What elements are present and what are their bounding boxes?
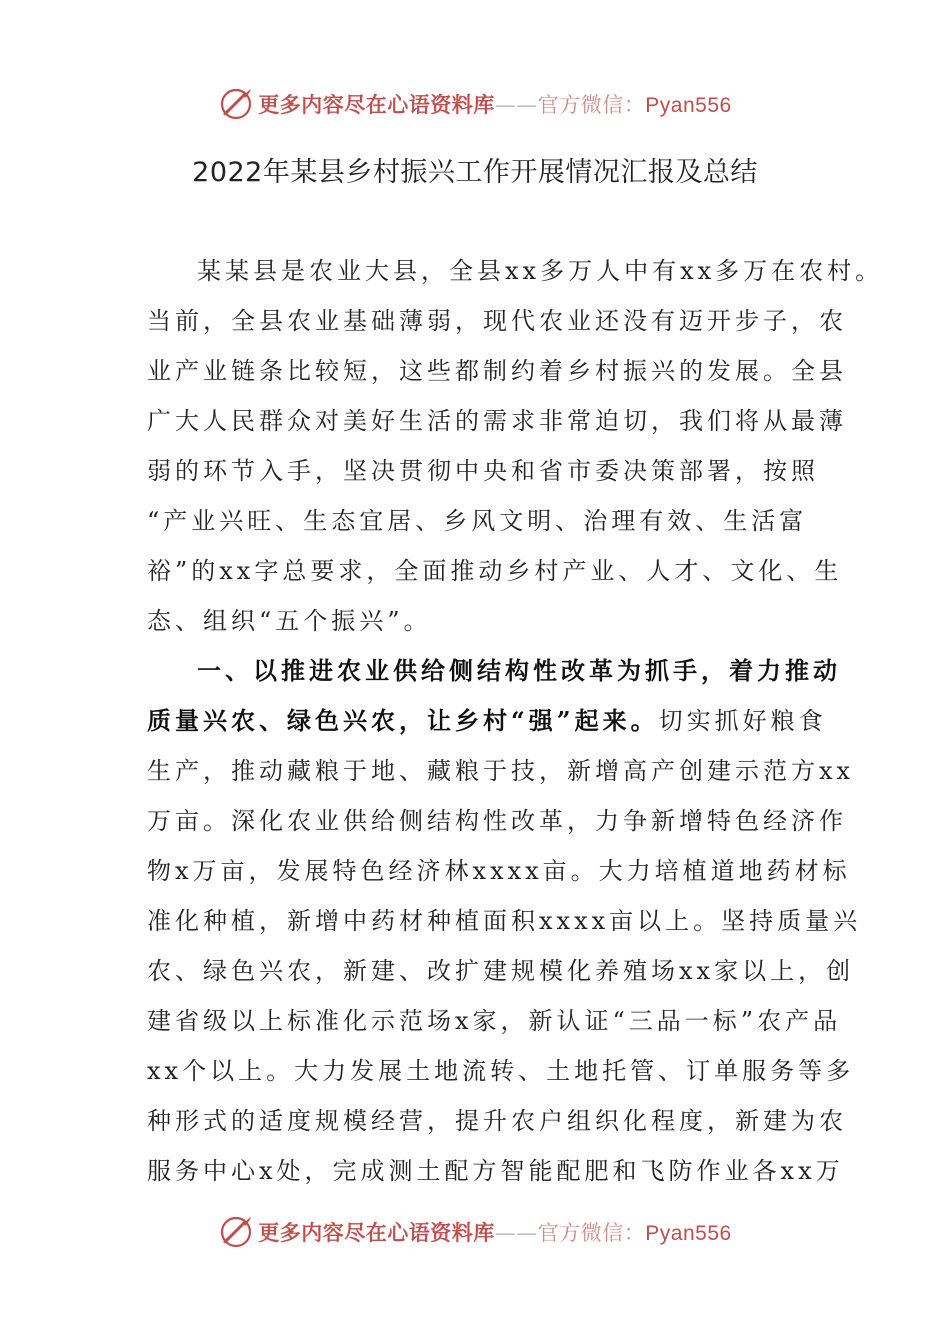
watermark-wechat-label: 官方微信： [537, 93, 646, 117]
section1-heading-text: 质量兴农、绿色兴农，让乡村“强”起来。 [147, 706, 659, 735]
document-body [147, 246, 884, 1196]
paragraph1-line: 业产业链条比较短，这些都制约着乡村振兴的发展。全县 [147, 357, 847, 385]
paragraph1-line: 态、组织“五个振兴”。 [147, 607, 432, 635]
paragraph1-line: “产业兴旺、生态宜居、乡风文明、治理有效、生活富 [147, 507, 808, 535]
paragraph1-line: 弱的环节入手，坚决贯彻中央和省市委决策部署，按照 [147, 457, 819, 485]
paragraph1-line: 某某县是农业大县，全县xx多万人中有xx多万在农村。 [197, 257, 884, 285]
section1-body-line: xx个以上。大力发展土地流转、土地托管、订单服务等多 [147, 1057, 855, 1085]
section1-heading-line [147, 696, 827, 746]
document-title: 2022年某县乡村振兴工作开展情况汇报及总结 [192, 157, 758, 188]
paragraph1-line: 广大人民群众对美好生活的需求非常迫切，我们将从最薄 [147, 407, 847, 435]
section1-heading-text: 一、以推进农业供给侧结构性改革为抓手，着力推动 [197, 656, 841, 685]
section1-body-line: 万亩。深化农业供给侧结构性改革，力争新增特色经济作 [147, 807, 847, 835]
section1-body-line: 种形式的适度规模经营，提升农户组织化程度，新建为农 [147, 1107, 847, 1135]
section1-body-line: 建省级以上标准化示范场x家，新认证“三品一标”农产品 [147, 1007, 842, 1035]
watermark-handle: Pyan556 [645, 1222, 732, 1245]
section1-heading-tail: 切实抓好粮食 [658, 707, 827, 735]
header-watermark [0, 84, 950, 124]
section1-body-line: 服务中心x处，完成测土配方智能配肥和飞防作业各xx万 [147, 1157, 844, 1185]
section1-body-line: 准化种植，新增中药材种植面积xxxx亩以上。坚持质量兴 [147, 907, 862, 935]
paragraph1-line: 当前，全县农业基础薄弱，现代农业还没有迈开步子，农 [147, 307, 847, 335]
watermark-wechat-label: 官方微信： [537, 1221, 646, 1245]
watermark-brand: 更多内容尽在心语资料库 [258, 1221, 495, 1245]
watermark-handle: Pyan556 [645, 94, 732, 117]
watermark-brand: 更多内容尽在心语资料库 [258, 93, 495, 117]
quill-logo-icon [218, 1214, 254, 1250]
watermark-separator: —— [494, 93, 538, 117]
watermark-separator: —— [494, 1221, 538, 1245]
section1-body-line: 农、绿色兴农，新建、改扩建规模化养殖场xx家以上，创 [147, 957, 855, 985]
quill-logo-icon [218, 86, 254, 122]
footer-watermark [0, 1212, 950, 1252]
section1-body-line: 生产，推动藏粮于地、藏粮于技，新增高产创建示范方xx [147, 757, 855, 785]
section1-heading-line [147, 646, 841, 696]
paragraph1-line: 裕”的xx字总要求，全面推动乡村产业、人才、文化、生 [147, 557, 843, 585]
section1-body-line: 物x万亩，发展特色经济林xxxx亩。大力培植道地药材标 [147, 857, 851, 885]
